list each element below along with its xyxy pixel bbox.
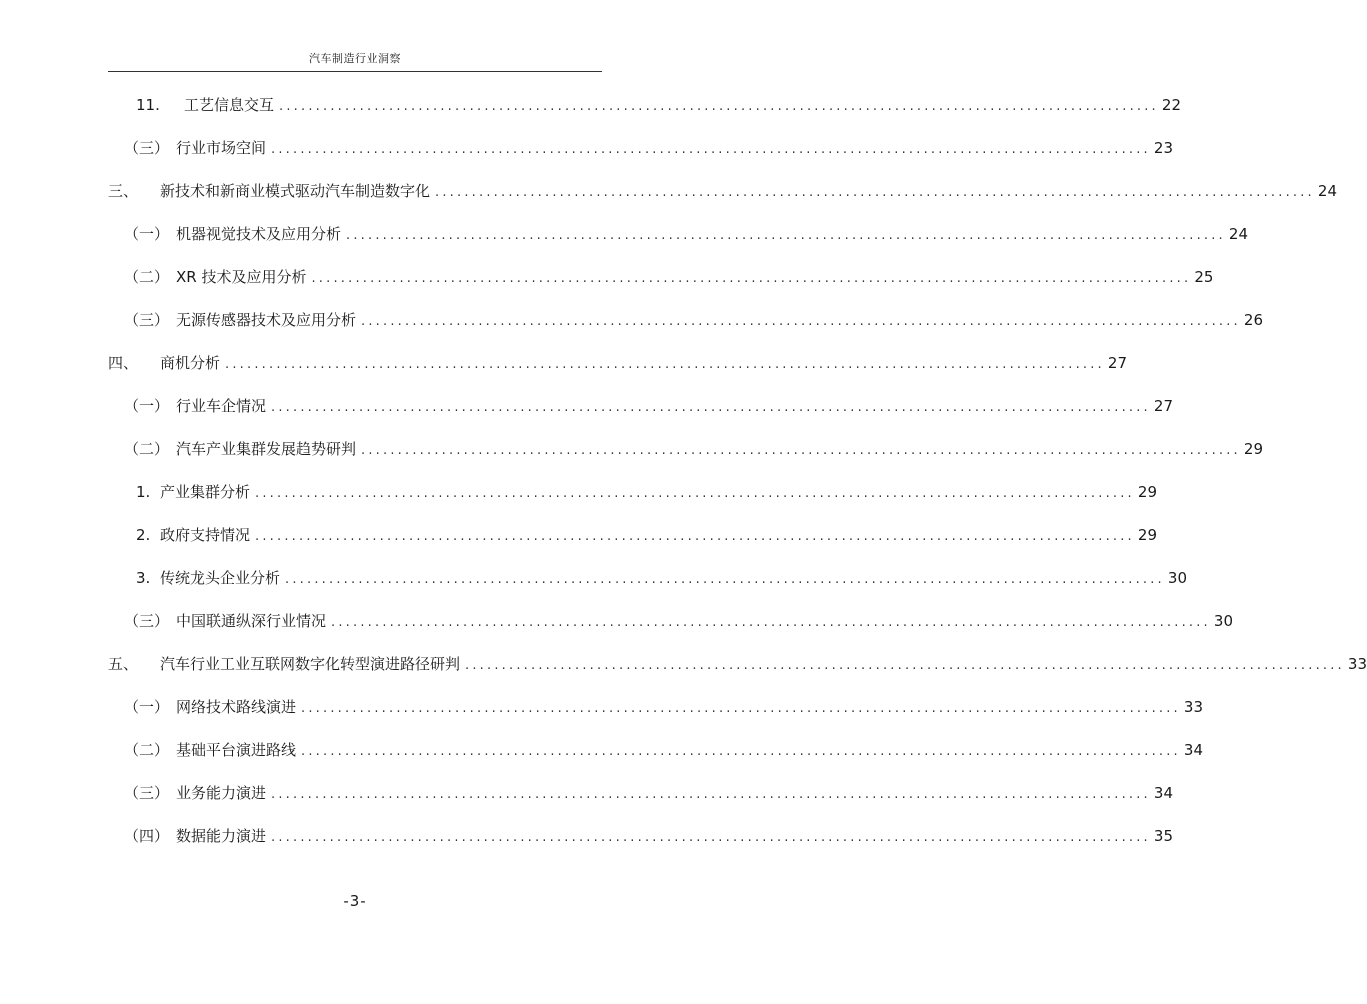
toc-page-number: 29 xyxy=(1137,483,1157,501)
toc-entry-title: 行业市场空间 xyxy=(176,139,267,157)
toc-dot-leader: ........................................................................................................................ xyxy=(255,486,1135,501)
toc-entry[interactable] xyxy=(108,351,1127,375)
toc-page-number: 23 xyxy=(1153,139,1173,157)
toc-entry-number: （三） xyxy=(124,784,170,802)
toc-dot-leader: ........................................................................................................................ xyxy=(301,744,1181,759)
toc-dot-leader: ........................................................................................................................ xyxy=(435,185,1315,200)
toc-entry-number: （一） xyxy=(124,698,170,716)
toc-dot-leader: ........................................................................................................................ xyxy=(301,701,1181,716)
toc-entry-number: 三、 xyxy=(108,182,139,200)
toc-entry-title: 无源传感器技术及应用分析 xyxy=(176,311,357,329)
toc-entry[interactable] xyxy=(108,308,1263,332)
toc-page-number: 30 xyxy=(1167,569,1187,587)
toc-entry[interactable] xyxy=(108,222,1248,246)
toc-entry-number: （一） xyxy=(124,225,170,243)
toc-entry[interactable] xyxy=(108,93,1181,117)
toc-entry-title: 行业车企情况 xyxy=(176,397,267,415)
toc-entry-number: 11. xyxy=(136,96,160,114)
toc-entry-title: 汽车产业集群发展趋势研判 xyxy=(176,440,357,458)
toc-dot-leader: ........................................................................................................................ xyxy=(225,357,1105,372)
toc-entry-title: 数据能力演进 xyxy=(176,827,267,845)
toc-entry[interactable] xyxy=(108,652,1367,676)
toc-page-number: 34 xyxy=(1153,784,1173,802)
toc-entry-title: XR 技术及应用分析 xyxy=(176,268,307,286)
toc-entry-number: 2. xyxy=(136,526,151,544)
toc-page-number: 24 xyxy=(1317,182,1337,200)
toc-entry-number: 五、 xyxy=(108,655,139,673)
toc-entry-title: 新技术和新商业模式驱动汽车制造数字化 xyxy=(160,182,431,200)
toc-entry-number: （二） xyxy=(124,440,170,458)
toc-page-number: 30 xyxy=(1213,612,1233,630)
toc-dot-leader: ........................................................................................................................ xyxy=(311,271,1192,286)
toc-entry-title: 工艺信息交互 xyxy=(184,96,275,114)
toc-entry-number: （四） xyxy=(124,827,170,845)
toc-dot-leader: ........................................................................................................................ xyxy=(255,529,1135,544)
toc-entry-title: 机器视觉技术及应用分析 xyxy=(176,225,342,243)
toc-page-number: 22 xyxy=(1161,96,1181,114)
toc-entry[interactable] xyxy=(108,738,1203,762)
toc-entry-title: 商机分析 xyxy=(160,354,221,372)
toc-page-number: 29 xyxy=(1137,526,1157,544)
toc-page-number: 34 xyxy=(1183,741,1203,759)
toc-page-number: 24 xyxy=(1228,225,1248,243)
toc-entry-title: 产业集群分析 xyxy=(160,483,251,501)
page-number: -3- xyxy=(343,892,367,910)
toc-page-number: 27 xyxy=(1107,354,1127,372)
toc-entry-number: （三） xyxy=(124,139,170,157)
toc-entry-title: 传统龙头企业分析 xyxy=(160,569,281,587)
toc-dot-leader: ........................................................................................................................ xyxy=(331,615,1211,630)
toc-entry-title: 基础平台演进路线 xyxy=(176,741,297,759)
toc-entry-title: 网络技术路线演进 xyxy=(176,698,297,716)
toc-dot-leader: ........................................................................................................................ xyxy=(361,314,1241,329)
toc-entry-number: 四、 xyxy=(108,354,139,372)
toc-dot-leader: ........................................................................................................................ xyxy=(465,658,1345,673)
toc-dot-leader: ........................................................................................................................ xyxy=(271,142,1151,157)
toc-page-number: 26 xyxy=(1243,311,1263,329)
toc-dot-leader: ........................................................................................................................ xyxy=(279,99,1159,114)
toc-entry-title: 业务能力演进 xyxy=(176,784,267,802)
toc-entry[interactable] xyxy=(108,523,1157,547)
toc-page-number: 33 xyxy=(1183,698,1203,716)
toc-page-number: 27 xyxy=(1153,397,1173,415)
toc-entry-number: 1. xyxy=(136,483,151,501)
toc-dot-leader: ........................................................................................................................ xyxy=(271,787,1151,802)
toc-entry[interactable] xyxy=(108,695,1203,719)
toc-entry-number: （二） xyxy=(124,741,170,759)
toc-entry-number: （三） xyxy=(124,612,170,630)
toc-entry[interactable] xyxy=(108,179,1337,203)
toc-entry-number: （一） xyxy=(124,397,170,415)
toc-entry[interactable] xyxy=(108,136,1173,160)
toc-dot-leader: ........................................................................................................................ xyxy=(346,228,1226,243)
toc-page-number: 25 xyxy=(1194,268,1214,286)
toc-entry-number: 3. xyxy=(136,569,151,587)
toc-entry[interactable] xyxy=(108,394,1173,418)
toc-dot-leader: ........................................................................................................................ xyxy=(271,400,1151,415)
toc-entry-number: （三） xyxy=(124,311,170,329)
running-header: 汽车制造行业洞察 xyxy=(309,52,401,65)
toc-entry[interactable] xyxy=(108,609,1233,633)
toc-dot-leader: ........................................................................................................................ xyxy=(285,572,1165,587)
toc-page-number: 35 xyxy=(1153,827,1173,845)
toc-entry-title: 政府支持情况 xyxy=(160,526,251,544)
toc-page-number: 33 xyxy=(1347,655,1367,673)
toc-page-number: 29 xyxy=(1243,440,1263,458)
toc-dot-leader: ........................................................................................................................ xyxy=(361,443,1241,458)
toc-entry[interactable] xyxy=(108,781,1173,805)
toc-entry[interactable] xyxy=(108,265,1214,289)
toc-entry-number: （二） xyxy=(124,268,170,286)
toc-entry-title: 中国联通纵深行业情况 xyxy=(176,612,327,630)
toc-dot-leader: ........................................................................................................................ xyxy=(271,830,1151,845)
toc-entry-title: 汽车行业工业互联网数字化转型演进路径研判 xyxy=(160,655,461,673)
toc-entry[interactable] xyxy=(108,824,1173,848)
toc-entry[interactable] xyxy=(108,566,1187,590)
toc-entry[interactable] xyxy=(108,480,1157,504)
toc-entry[interactable] xyxy=(108,437,1263,461)
